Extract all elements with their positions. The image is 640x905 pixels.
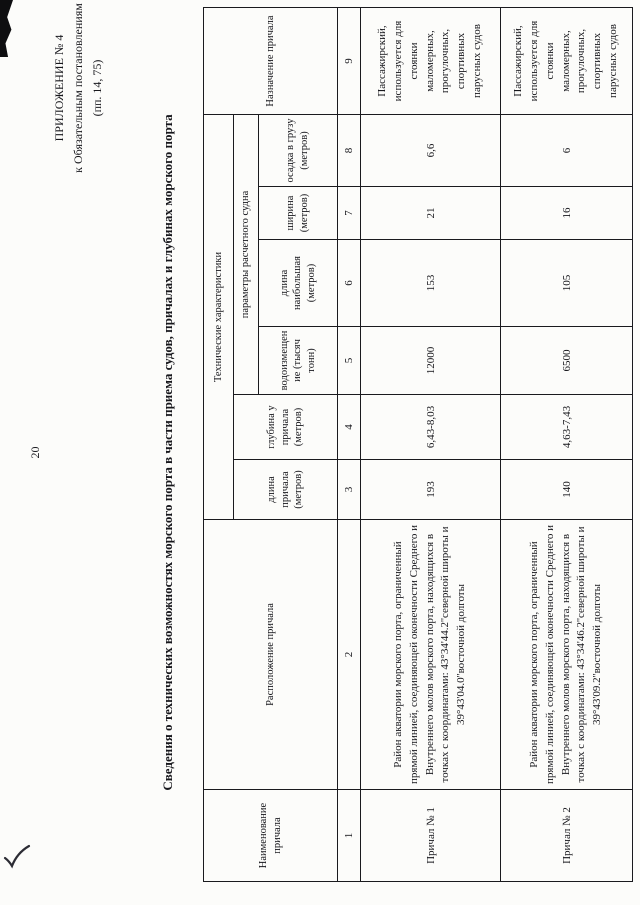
col-number-5: 5 <box>338 327 361 395</box>
document-title: Сведения о технических возможностях морского порта в части приема судов, причалах и глубинах морского порта <box>160 114 175 791</box>
page-number: 20 <box>28 446 42 459</box>
header-width: ширина (метров) <box>259 187 338 240</box>
berth-length-cell: 193 <box>361 460 501 520</box>
berth-depth-cell: 4,63-7,43 <box>501 395 633 460</box>
berths-table <box>203 7 633 882</box>
appendix-line-3: (пп. 14, 75) <box>90 59 104 117</box>
header-displacement: водоизмещение (тысяч тонн) <box>259 327 338 395</box>
header-tech-characteristics: Технические характеристики <box>204 115 234 520</box>
col-number-3: 3 <box>338 460 361 520</box>
col-number-7: 7 <box>338 187 361 240</box>
col-number-1: 1 <box>338 790 361 882</box>
berth-name-cell: Причал № 2 <box>501 790 633 882</box>
col-number-2: 2 <box>338 520 361 790</box>
berth-draft-cell: 6 <box>501 115 633 187</box>
header-vessel-params: параметры расчетного судна <box>234 115 259 395</box>
berth-max-length-cell: 153 <box>361 240 501 327</box>
berth-location-cell: Район акватории морского порта, ограниченный прямой линией, соединяющей оконечности Среднего и Внутреннего молов морского порта, находящихся в точках с координатами: 43°34'46.2''северной широты и 39°43'09.2''восточной долготы <box>501 520 633 790</box>
berth-draft-cell: 6,6 <box>361 115 501 187</box>
col-number-9: 9 <box>338 8 361 115</box>
header-berth-length: длина причала (метров) <box>234 460 338 520</box>
berth-max-length-cell: 105 <box>501 240 633 327</box>
appendix-header <box>50 2 107 174</box>
col-number-4: 4 <box>338 395 361 460</box>
berth-depth-cell: 6,43-8,03 <box>361 395 501 460</box>
berth-displacement-cell: 12000 <box>361 327 501 395</box>
col-number-6: 6 <box>338 240 361 327</box>
berth-purpose-cell: Пассажирский, используется для стоянки маломерных, прогулочных, спортивных парусных судов <box>501 8 633 115</box>
header-berth-name: Наименование причала <box>204 790 338 882</box>
col-number-8: 8 <box>338 115 361 187</box>
berth-width-cell: 16 <box>501 187 633 240</box>
berth-row-1 <box>361 8 501 882</box>
header-max-length: длина наибольшая (метров) <box>259 240 338 327</box>
berth-width-cell: 21 <box>361 187 501 240</box>
header-berth-purpose: Назначение причала <box>204 8 338 115</box>
appendix-line-1: ПРИЛОЖЕНИЕ № 4 <box>52 34 66 142</box>
berth-length-cell: 140 <box>501 460 633 520</box>
berth-displacement-cell: 6500 <box>501 327 633 395</box>
header-row-groups <box>204 8 234 882</box>
header-depth-at-berth: глубина у причала (метров) <box>234 395 338 460</box>
berth-purpose-cell: Пассажирский, используется для стоянки маломерных, прогулочных, спортивных парусных судов <box>361 8 501 115</box>
header-berth-location: Расположение причала <box>204 520 338 790</box>
berth-location-cell: Район акватории морского порта, ограниченный прямой линией, соединяющей оконечности Среднего и Внутреннего молов морского порта, находящихся в точках с координатами: 43°34'44.2''северной широты и 39°43'04.0''восточной долготы <box>361 520 501 790</box>
header-draft: осадка в грузу (метров) <box>259 115 338 187</box>
column-numbers-row <box>338 8 361 882</box>
berth-row-2 <box>501 8 633 882</box>
appendix-line-2: к Обязательным постановлениям <box>71 3 85 173</box>
berth-name-cell: Причал № 1 <box>361 790 501 882</box>
handwritten-check-icon <box>3 843 31 870</box>
